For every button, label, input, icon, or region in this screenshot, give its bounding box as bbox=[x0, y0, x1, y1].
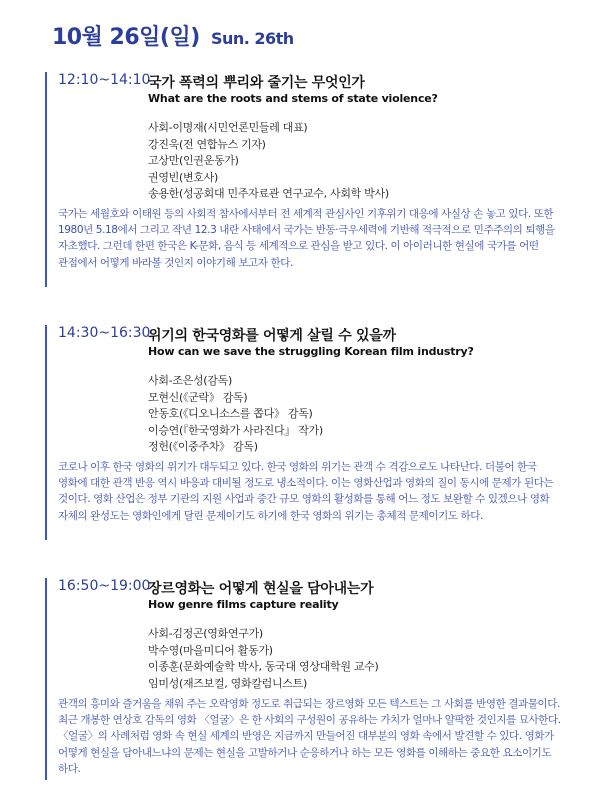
panel-member: 권영빈(변호사) bbox=[148, 170, 218, 184]
panel-member: 모현신(《군락》 감독) bbox=[148, 390, 248, 404]
page-title bbox=[52, 20, 294, 51]
session-time: 16:50~19:00 bbox=[58, 578, 151, 594]
panel-list bbox=[148, 373, 323, 456]
session-time: 14:30~16:30 bbox=[58, 325, 151, 341]
panel-member: 정헌(《이중주차》 감독) bbox=[148, 440, 258, 453]
session-1 bbox=[45, 72, 580, 287]
panel-member: 이승연(『한국영화가 사라진다』 작가) bbox=[148, 423, 323, 437]
session-accent-bar bbox=[45, 325, 47, 540]
session-description: 코로나 이후 한국 영화의 위기가 대두되고 있다. 한국 영화의 위기는 관객 수 격감으로도 나타난다. 더불어 한국 영화에 대한 관객 반응 역시 바응과 대비될 정도로 냉소적이다. 이는 영화산업과 영화의 질이 동시에 문제가 된다는 것이다. 영화 산업은 정부 기관의 지원 사업과 중간 규모 영화의 활성화를 통해 어느 정도 보완할 수 있겠으나 영화 자체의 완성도는 영화인에게 달린 문제이기도 하기에 한국 영화의 위기는 총체적 문제이기도 하다. bbox=[58, 461, 554, 522]
session-title-english: How genre films capture reality bbox=[148, 598, 339, 611]
date-korean: 10월 26일(일) bbox=[52, 25, 200, 50]
panel-member: 박수영(마을미디어 활동가) bbox=[148, 643, 273, 657]
session-2 bbox=[45, 325, 580, 540]
session-accent-bar bbox=[45, 578, 47, 780]
session-time: 12:10~14:10 bbox=[58, 72, 151, 88]
panel-member: 고상만(인권운동가) bbox=[148, 154, 239, 167]
session-title-english: What are the roots and stems of state violence? bbox=[148, 92, 438, 105]
panel-member: 임미성(재즈보컬, 영화칼럼니스트) bbox=[148, 676, 307, 690]
session-description: 관객의 흥미와 즐거움을 채워 주는 오락영화 정도로 취급되는 장르영화 모든 텍스트는 그 사회를 반영한 결과물이다. 최근 개봉한 연상호 감독의 영화 〈얼굴〉은 한 사회의 구성원이 공유하는 가치가 얼마나 얄팍한 것인지를 묘사한다. 〈얼굴〉의 사례처럼 영화 속 현실 세계의 반영은 지금까지 만들어진 대부분의 영화 속에서 발견할 수 있다. 영화가 어떻게 현실을 담아내느냐의 문제는 현실을 고발하거나 순응하거나 하는 모든 영화를 이해하는 중요한 요소이기도 하다. bbox=[58, 698, 561, 775]
session-title-korean: 장르영화는 어떻게 현실을 담아내는가 bbox=[148, 581, 374, 597]
session-description: 국가는 세월호와 이태원 등의 사회적 참사에서부터 전 세계적 관심사인 기후위기 대응에 사실상 손 놓고 있다. 또한 1980년 5.18에서 그리고 작년 12.3 내란 사태에서 국가는 반동·극우세력에 기반해 적극적으로 민주주의의 퇴행을 자초했다. 그런데 한편 한국은 K-문화, 음식 등 세계적으로 관심을 받고 있다. 이 아이러니한 현실에 국가를 어떤 관점에서 어떻게 바라볼 것인지 이야기해 보고자 한다. bbox=[58, 208, 555, 269]
panel-member: 이종훈(문화예술학 박사, 동국대 영상대학원 교수) bbox=[148, 660, 379, 673]
panel-member: 사회-김정곤(영화연구가) bbox=[148, 627, 263, 640]
session-accent-bar bbox=[45, 72, 47, 287]
session-title-korean: 위기의 한국영화를 어떻게 살릴 수 있을까 bbox=[148, 328, 396, 344]
panel-member: 사회-이명재(시민언론민들레 대표) bbox=[148, 121, 308, 134]
panel-member: 송용한(성공회대 민주자료관 연구교수, 사회학 박사) bbox=[148, 187, 389, 200]
panel-list bbox=[148, 120, 389, 203]
panel-list bbox=[148, 626, 379, 692]
panel-member: 사회-조은성(감독) bbox=[148, 374, 232, 387]
session-title-english: How can we save the struggling Korean film industry? bbox=[148, 345, 474, 358]
session-3 bbox=[45, 578, 580, 780]
session-title-korean: 국가 폭력의 뿌리와 줄기는 무엇인가 bbox=[148, 75, 365, 91]
panel-member: 강진욱(전 연합뉴스 기자) bbox=[148, 137, 266, 151]
date-english: Sun. 26th bbox=[210, 29, 294, 48]
panel-member: 안동호(《디오니소스를 쫍다》 감독) bbox=[148, 407, 313, 420]
